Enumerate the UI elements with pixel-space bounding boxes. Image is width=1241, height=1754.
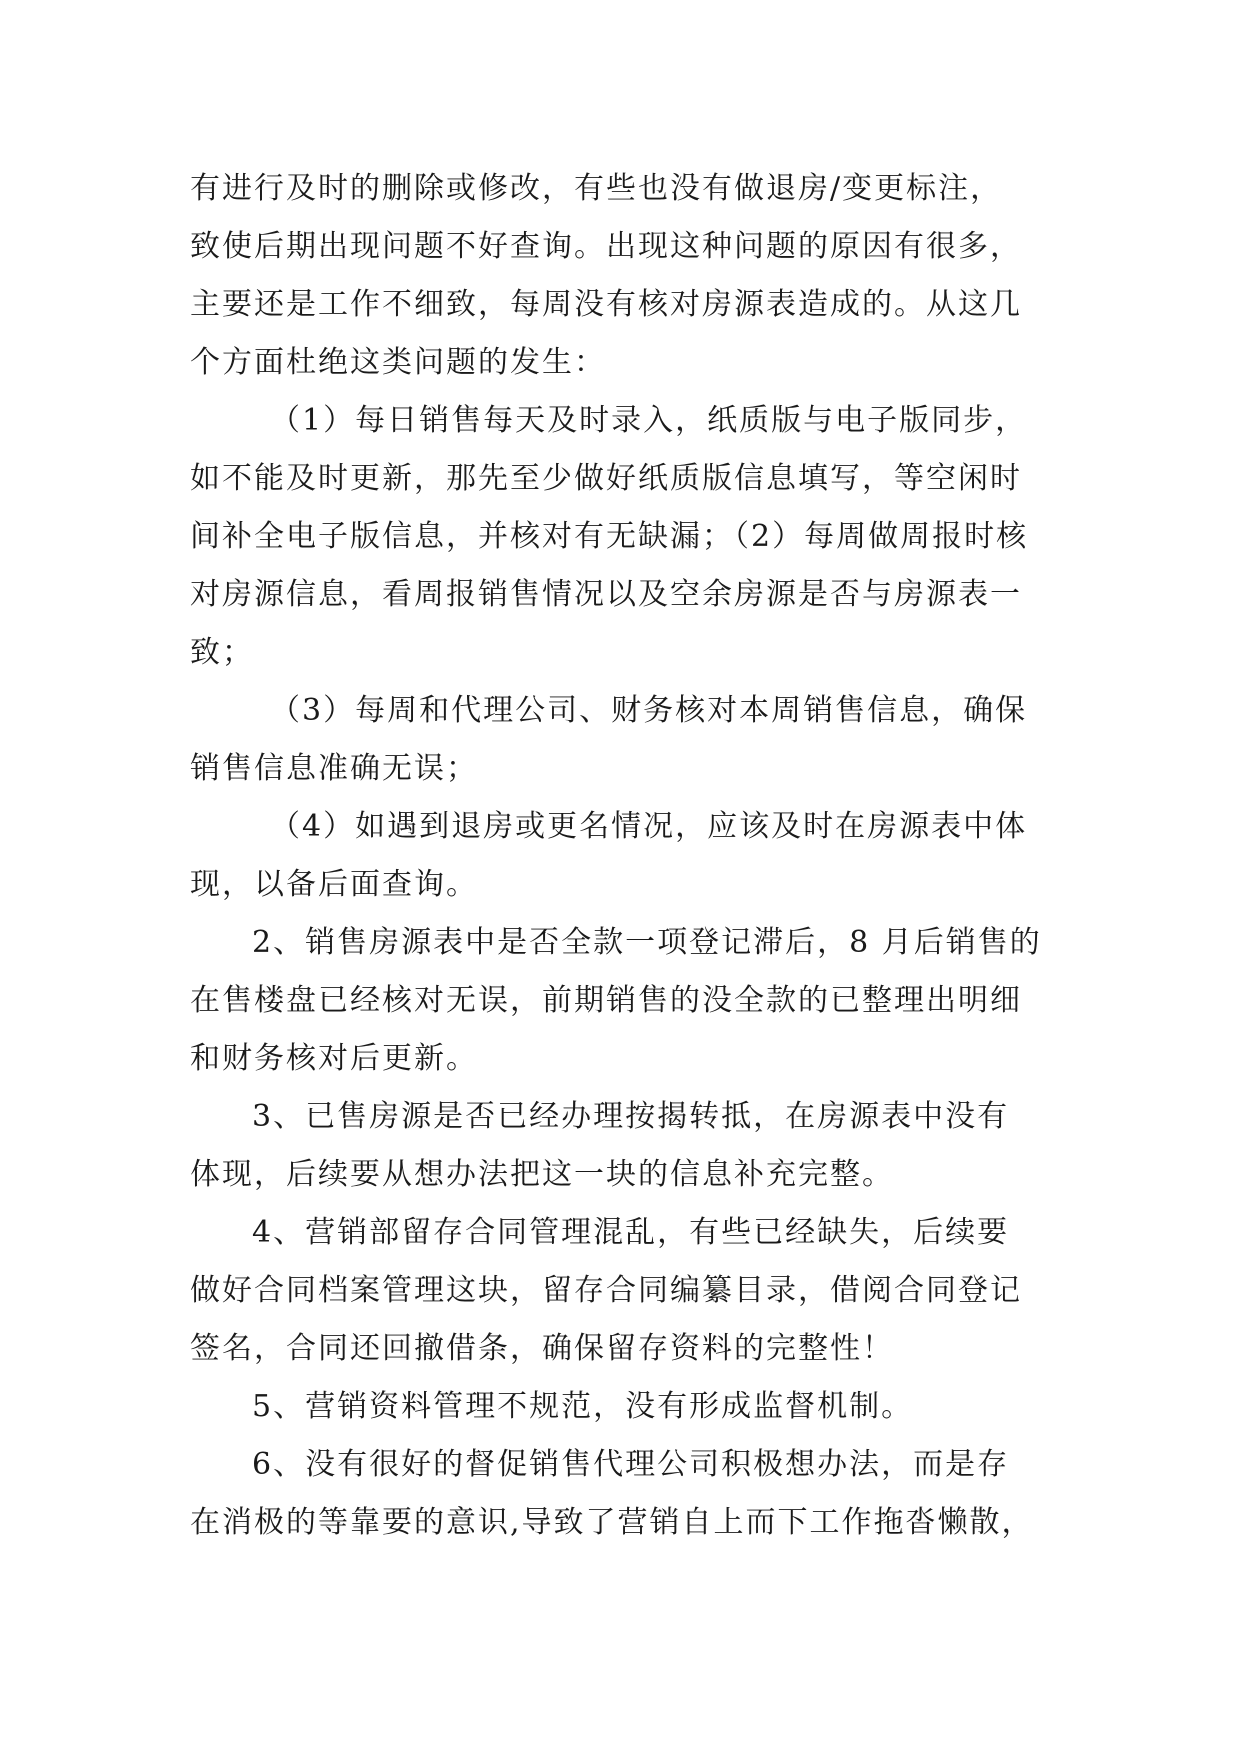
text-line: （1）每日销售每天及时录入，纸质版与电子版同步， [270,403,1028,438]
text-line: 3、已售房源是否已经办理按揭转抵，在房源表中没有 [252,1099,1010,1134]
text-line: 间补全电子版信息，并核对有无缺漏；（2）每周做周报时核 [190,519,1029,554]
text-line: 体现，后续要从想办法把这一块的信息补充完整。 [190,1157,894,1192]
text-line: （3）每周和代理公司、财务核对本周销售信息，确保 [270,693,1028,728]
text-line: 个方面杜绝这类问题的发生： [190,345,606,380]
text-line: 签名，合同还回撤借条，确保留存资料的完整性！ [190,1331,894,1366]
text-line: 有进行及时的删除或修改，有些也没有做退房/变更标注， [190,171,1003,206]
text-line: 在售楼盘已经核对无误，前期销售的没全款的已整理出明细 [190,983,1022,1018]
text-line: 销售信息准确无误； [190,751,478,786]
text-line: 致； [190,635,254,670]
text-line: 现，以备后面查询。 [190,867,478,902]
text-line: 6、没有很好的督促销售代理公司积极想办法，而是存 [252,1447,1010,1482]
text-line: 主要还是工作不细致，每周没有核对房源表造成的。从这几 [190,287,1022,322]
text-line: 致使后期出现问题不好查询。出现这种问题的原因有很多， [190,229,1022,264]
document-body [190,160,1070,1552]
text-line: 和财务核对后更新。 [190,1041,478,1076]
text-line: 做好合同档案管理这块，留存合同编纂目录，借阅合同登记 [190,1273,1022,1308]
text-line: 如不能及时更新，那先至少做好纸质版信息填写，等空闲时 [190,461,1022,496]
text-line: 4、营销部留存合同管理混乱，有些已经缺失，后续要 [252,1215,1010,1250]
text-line: （4）如遇到退房或更名情况，应该及时在房源表中体 [270,809,1028,844]
text-line: 2、销售房源表中是否全款一项登记滞后，8 月后销售的 [252,925,1042,960]
text-line: 对房源信息，看周报销售情况以及空余房源是否与房源表一 [190,577,1022,612]
text-line: 在消极的等靠要的意识,导致了营销自上而下工作拖沓懒散， [190,1505,1034,1540]
text-line: 5、营销资料管理不规范，没有形成监督机制。 [252,1389,914,1424]
